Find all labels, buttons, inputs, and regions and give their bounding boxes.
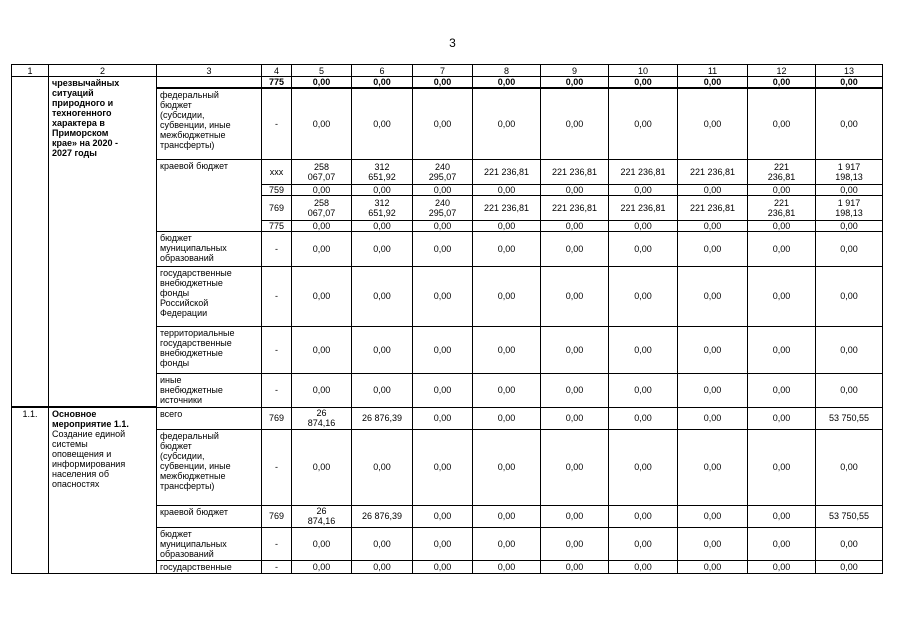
text-line: бюджет: [160, 528, 192, 539]
column-number-9: 9: [541, 65, 609, 77]
amount-cell: 0,00: [678, 560, 748, 573]
budget-code-cell: 759: [262, 184, 292, 195]
text-line: фонды: [160, 287, 190, 298]
funding-source-cell: государственные: [157, 560, 262, 573]
text-line: межбюджетные: [160, 470, 226, 481]
amount-cell: [748, 195, 816, 220]
text-line: 1 917: [837, 161, 861, 172]
text-line: трансферты): [160, 480, 215, 491]
amount-cell: 0,00: [609, 505, 678, 527]
text-line: Создание единой: [52, 429, 126, 439]
amount-cell: 0,00: [748, 77, 816, 89]
amount-cell: 0,00: [816, 184, 883, 195]
text-line: муниципальных: [160, 242, 227, 253]
text-line: Российской: [160, 297, 209, 308]
text-line: 874,16: [307, 418, 336, 428]
amount-cell: 26 876,39: [352, 407, 413, 429]
text-line: мероприятие 1.1.: [52, 419, 129, 429]
amount-cell: 0,00: [748, 326, 816, 373]
budget-code-cell: 769: [262, 407, 292, 429]
amount-cell: 0,00: [413, 266, 473, 326]
table-row: [12, 407, 883, 429]
budget-code-cell: 769: [262, 195, 292, 220]
column-number-10: 10: [609, 65, 678, 77]
text-line: 236,81: [767, 171, 796, 182]
text-line: техногенного: [52, 108, 112, 118]
measure-description: [52, 429, 153, 489]
text-line: (субсидии,: [160, 450, 205, 461]
amount-cell: 0,00: [292, 231, 352, 266]
text-line: государственные: [160, 267, 232, 278]
column-number-5: 5: [292, 65, 352, 77]
amount-cell: 0,00: [609, 184, 678, 195]
table-row: [12, 77, 883, 89]
amount-cell: 221 236,81: [473, 159, 541, 184]
amount-cell: 0,00: [678, 373, 748, 407]
text-line: 198,13: [835, 171, 863, 182]
text-line: 067,07: [307, 207, 336, 218]
amount-cell: 0,00: [413, 407, 473, 429]
text-line: Федерации: [160, 307, 208, 318]
text-line: 067,07: [307, 171, 336, 182]
amount-cell: 0,00: [352, 77, 413, 89]
text-line: бюджет: [160, 232, 192, 243]
amount-cell: 0,00: [413, 505, 473, 527]
funding-source-cell: [157, 231, 262, 266]
text-line: 295,07: [428, 207, 457, 218]
amount-cell: 0,00: [748, 560, 816, 573]
amount-cell: 0,00: [541, 88, 609, 159]
text-line: федеральный: [160, 90, 219, 100]
budget-code-cell: -: [262, 429, 292, 505]
amount-cell: 0,00: [292, 429, 352, 505]
text-line: внебюджетные: [160, 277, 223, 288]
budget-code-cell: -: [262, 373, 292, 407]
amount-cell: 0,00: [678, 88, 748, 159]
amount-cell: 0,00: [352, 560, 413, 573]
funding-source-cell: [157, 373, 262, 407]
amount-cell: 0,00: [473, 231, 541, 266]
amount-cell: 0,00: [292, 266, 352, 326]
amount-cell: 53 750,55: [816, 505, 883, 527]
amount-cell: 0,00: [473, 527, 541, 560]
amount-cell: 0,00: [541, 560, 609, 573]
amount-cell: 0,00: [413, 77, 473, 89]
text-line: 258: [313, 197, 330, 208]
column-number-2: 2: [49, 65, 157, 77]
text-line: внебюджетные: [160, 384, 223, 395]
amount-cell: 0,00: [413, 527, 473, 560]
funding-source-cell: [157, 88, 262, 159]
text-line: 1 917: [837, 197, 861, 208]
text-line: 651,92: [368, 207, 396, 218]
text-line: 312: [374, 161, 390, 172]
amount-cell: 0,00: [678, 505, 748, 527]
amount-cell: 0,00: [678, 527, 748, 560]
budget-code-cell: -: [262, 88, 292, 159]
amount-cell: [292, 407, 352, 429]
amount-cell: 0,00: [748, 220, 816, 231]
amount-cell: 0,00: [541, 407, 609, 429]
amount-cell: 0,00: [609, 231, 678, 266]
page-number: 3: [449, 36, 456, 50]
amount-cell: 0,00: [352, 326, 413, 373]
amount-cell: 0,00: [609, 326, 678, 373]
amount-cell: 0,00: [541, 266, 609, 326]
amount-cell: 0,00: [816, 560, 883, 573]
amount-cell: 221 236,81: [609, 195, 678, 220]
amount-cell: 0,00: [352, 231, 413, 266]
amount-cell: 221 236,81: [541, 159, 609, 184]
text-line: 240: [434, 197, 451, 208]
budget-code-cell: -: [262, 560, 292, 573]
amount-cell: 0,00: [473, 560, 541, 573]
amount-cell: 0,00: [678, 220, 748, 231]
amount-cell: 0,00: [748, 407, 816, 429]
amount-cell: [292, 159, 352, 184]
text-line: чрезвычайных: [52, 78, 120, 88]
amount-cell: 0,00: [292, 88, 352, 159]
column-number-8: 8: [473, 65, 541, 77]
measure-name-cell: [49, 407, 157, 573]
amount-cell: 0,00: [816, 527, 883, 560]
text-line: характера в: [52, 118, 105, 128]
column-number-row: [12, 65, 883, 77]
amount-cell: 221 236,81: [541, 195, 609, 220]
amount-cell: 0,00: [352, 373, 413, 407]
amount-cell: 0,00: [541, 220, 609, 231]
text-line: внебюджетные: [160, 347, 223, 358]
text-line: территориальные: [160, 327, 235, 338]
amount-cell: 0,00: [609, 560, 678, 573]
amount-cell: 0,00: [352, 88, 413, 159]
text-line: 651,92: [368, 171, 396, 182]
amount-cell: 0,00: [748, 184, 816, 195]
amount-cell: 0,00: [352, 429, 413, 505]
amount-cell: 0,00: [473, 77, 541, 89]
amount-cell: 0,00: [292, 560, 352, 573]
text-line: оповещения и: [52, 449, 112, 459]
text-line: (субсидии,: [160, 110, 205, 120]
amount-cell: 0,00: [541, 231, 609, 266]
amount-cell: [816, 159, 883, 184]
row-number-cell: [12, 77, 49, 408]
text-line: 221: [773, 197, 790, 208]
amount-cell: 0,00: [609, 527, 678, 560]
row-number-cell: 1.1.: [12, 407, 49, 573]
text-line: системы: [52, 439, 88, 449]
text-line: 26: [316, 506, 327, 516]
text-line: иные: [160, 374, 182, 385]
text-line: 258: [313, 161, 330, 172]
column-number-7: 7: [413, 65, 473, 77]
text-line: 312: [374, 197, 390, 208]
amount-cell: [292, 505, 352, 527]
amount-cell: 0,00: [541, 77, 609, 89]
amount-cell: 0,00: [816, 77, 883, 89]
text-line: природного и: [52, 98, 114, 108]
amount-cell: 0,00: [678, 266, 748, 326]
amount-cell: 0,00: [292, 527, 352, 560]
column-number-6: 6: [352, 65, 413, 77]
funding-source-cell: [157, 266, 262, 326]
amount-cell: 0,00: [678, 184, 748, 195]
text-line: 236,81: [767, 207, 796, 218]
amount-cell: 221 236,81: [609, 159, 678, 184]
amount-cell: 0,00: [292, 184, 352, 195]
amount-cell: 0,00: [352, 527, 413, 560]
amount-cell: 0,00: [609, 266, 678, 326]
text-line: 221: [773, 161, 790, 172]
measure-name-cell: [49, 77, 157, 408]
column-number-12: 12: [748, 65, 816, 77]
text-line: источники: [160, 394, 203, 405]
amount-cell: 0,00: [609, 220, 678, 231]
funding-source-cell: [157, 77, 262, 89]
amount-cell: [352, 159, 413, 184]
amount-cell: 0,00: [541, 373, 609, 407]
amount-cell: 0,00: [473, 220, 541, 231]
budget-code-cell: -: [262, 266, 292, 326]
amount-cell: 0,00: [292, 220, 352, 231]
amount-cell: 0,00: [541, 527, 609, 560]
amount-cell: 0,00: [748, 266, 816, 326]
amount-cell: 0,00: [352, 184, 413, 195]
text-line: субвенции, иные: [160, 460, 231, 471]
amount-cell: 0,00: [541, 505, 609, 527]
amount-cell: 0,00: [816, 326, 883, 373]
text-line: 240: [434, 161, 451, 172]
amount-cell: 0,00: [678, 429, 748, 505]
text-line: 2027 годы: [52, 148, 97, 158]
amount-cell: 0,00: [413, 88, 473, 159]
amount-cell: 0,00: [473, 266, 541, 326]
column-number-13: 13: [816, 65, 883, 77]
text-line: 874,16: [307, 516, 336, 526]
text-line: бюджет: [160, 100, 192, 110]
text-line: ситуаций: [52, 88, 94, 98]
amount-cell: 0,00: [748, 231, 816, 266]
amount-cell: 221 236,81: [473, 195, 541, 220]
amount-cell: 0,00: [413, 220, 473, 231]
amount-cell: 0,00: [678, 77, 748, 89]
amount-cell: 0,00: [292, 326, 352, 373]
amount-cell: [413, 195, 473, 220]
text-line: 26: [316, 408, 327, 418]
budget-code-cell: xxx: [262, 159, 292, 184]
amount-cell: 221 236,81: [678, 159, 748, 184]
amount-cell: [352, 195, 413, 220]
amount-cell: 0,00: [748, 88, 816, 159]
amount-cell: 26 876,39: [352, 505, 413, 527]
budget-code-cell: 769: [262, 505, 292, 527]
amount-cell: 0,00: [609, 407, 678, 429]
column-number-1: 1: [12, 65, 49, 77]
text-line: государственные: [160, 337, 232, 348]
amount-cell: 0,00: [473, 505, 541, 527]
amount-cell: [748, 159, 816, 184]
amount-cell: 0,00: [678, 231, 748, 266]
amount-cell: 0,00: [352, 220, 413, 231]
amount-cell: 0,00: [541, 429, 609, 505]
amount-cell: 0,00: [413, 231, 473, 266]
text-line: трансферты): [160, 140, 215, 150]
text-line: 198,13: [835, 207, 863, 218]
amount-cell: 53 750,55: [816, 407, 883, 429]
text-line: субвенции, иные: [160, 120, 231, 130]
amount-cell: 0,00: [473, 88, 541, 159]
amount-cell: [292, 195, 352, 220]
text-line: бюджет: [160, 440, 192, 451]
text-line: крае» на 2020 -: [52, 138, 118, 148]
text-line: Основное: [52, 409, 97, 419]
amount-cell: 0,00: [473, 184, 541, 195]
amount-cell: 0,00: [748, 373, 816, 407]
funding-source-cell: [157, 326, 262, 373]
budget-code-cell: -: [262, 326, 292, 373]
amount-cell: 0,00: [609, 429, 678, 505]
amount-cell: [816, 195, 883, 220]
text-line: федеральный: [160, 430, 219, 441]
amount-cell: 0,00: [816, 220, 883, 231]
text-line: 295,07: [428, 171, 457, 182]
text-line: образований: [160, 548, 214, 559]
budget-table: [11, 64, 883, 574]
amount-cell: 0,00: [541, 326, 609, 373]
amount-cell: 0,00: [816, 429, 883, 505]
amount-cell: [413, 159, 473, 184]
amount-cell: 0,00: [609, 77, 678, 89]
funding-source-cell: [157, 527, 262, 560]
amount-cell: 0,00: [413, 184, 473, 195]
amount-cell: 0,00: [413, 326, 473, 373]
amount-cell: 0,00: [816, 88, 883, 159]
text-line: фонды: [160, 357, 190, 368]
amount-cell: 0,00: [413, 373, 473, 407]
text-line: муниципальных: [160, 538, 227, 549]
amount-cell: 0,00: [352, 266, 413, 326]
amount-cell: 0,00: [292, 77, 352, 89]
text-line: информирования: [52, 459, 126, 469]
text-line: Приморском: [52, 128, 109, 138]
amount-cell: 0,00: [609, 373, 678, 407]
funding-source-cell: всего: [157, 407, 262, 429]
text-line: опасностях: [52, 479, 100, 489]
amount-cell: 0,00: [748, 505, 816, 527]
amount-cell: 0,00: [609, 88, 678, 159]
amount-cell: 0,00: [473, 326, 541, 373]
amount-cell: 0,00: [678, 407, 748, 429]
column-number-3: 3: [157, 65, 262, 77]
text-line: краевой бюджет: [160, 160, 228, 171]
amount-cell: 0,00: [473, 429, 541, 505]
amount-cell: 0,00: [816, 231, 883, 266]
amount-cell: 0,00: [473, 373, 541, 407]
amount-cell: 0,00: [678, 326, 748, 373]
amount-cell: 221 236,81: [678, 195, 748, 220]
amount-cell: 0,00: [413, 560, 473, 573]
amount-cell: 0,00: [748, 429, 816, 505]
column-number-11: 11: [678, 65, 748, 77]
amount-cell: 0,00: [473, 407, 541, 429]
amount-cell: 0,00: [748, 527, 816, 560]
funding-source-cell: [157, 159, 262, 231]
text-line: населения об: [52, 469, 109, 479]
amount-cell: 0,00: [413, 429, 473, 505]
budget-code-cell: -: [262, 527, 292, 560]
amount-cell: 0,00: [816, 373, 883, 407]
text-line: образований: [160, 252, 214, 263]
budget-code-cell: 775: [262, 77, 292, 89]
funding-source-cell: [157, 429, 262, 505]
funding-source-cell: краевой бюджет: [157, 505, 262, 527]
amount-cell: 0,00: [541, 184, 609, 195]
amount-cell: 0,00: [292, 373, 352, 407]
column-number-4: 4: [262, 65, 292, 77]
budget-code-cell: 775: [262, 220, 292, 231]
text-line: межбюджетные: [160, 130, 226, 140]
budget-code-cell: -: [262, 231, 292, 266]
amount-cell: 0,00: [816, 266, 883, 326]
